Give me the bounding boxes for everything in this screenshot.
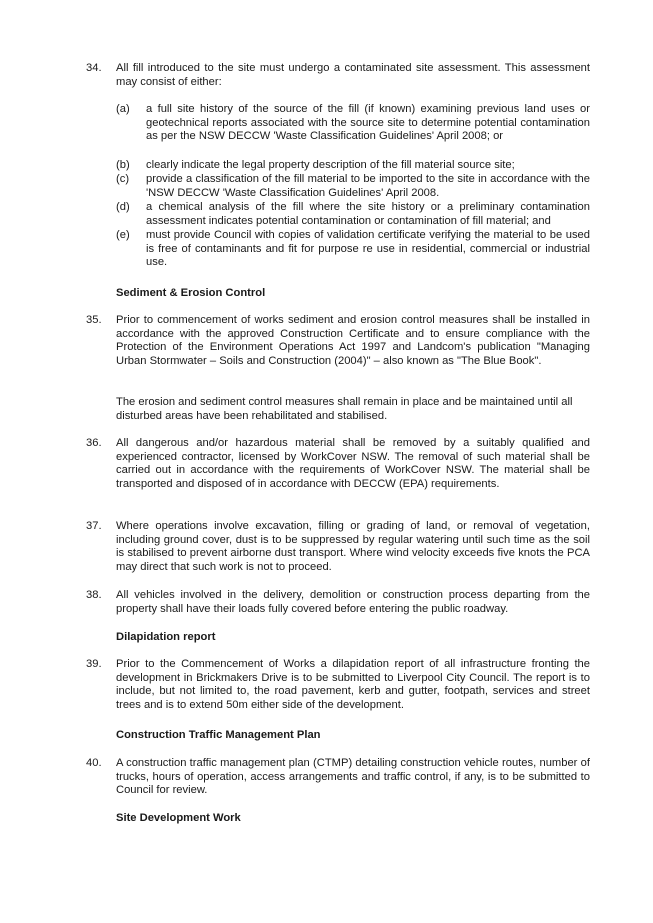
condition-number: 40. [86, 757, 102, 769]
sub-item-label: (e) [116, 229, 130, 241]
sub-item-label: (b) [116, 159, 130, 171]
sub-item-text: provide a classification of the fill material to be imported to the site in accordance with the 'NSW DECCW 'Waste Classification Guidelines' April 2008. [146, 173, 590, 199]
condition-number: 39. [86, 658, 102, 670]
section-heading-site-development: Site Development Work [116, 812, 241, 824]
section-heading-ctmp: Construction Traffic Management Plan [116, 729, 321, 741]
condition-number: 35. [86, 314, 102, 326]
sub-item-text: a chemical analysis of the fill where the site history or a preliminary contamination assessment indicates potential contamination or contamination of fill material; and [146, 201, 590, 227]
condition-text: Prior to the Commencement of Works a dilapidation report of all infrastructure fronting the development in Brickmakers Drive is to be submitted to Liverpool City Council. The report is to include, but not limited to, the road pavement, kerb and gutter, footpath, services and street trees and is to extend 50m either side of the development. [116, 658, 590, 711]
condition-number: 38. [86, 589, 102, 601]
sub-item-text: clearly indicate the legal property description of the fill material source site; [146, 159, 515, 171]
sub-item-label: (c) [116, 173, 130, 185]
condition-text: Prior to commencement of works sediment and erosion control measures shall be installed in accordance with the approved Construction Certificate and to ensure compliance with the Protection of the Environment Operations Act 1997 and Landcom's publication "Managing Urban Stormwater – Soils and Construction (2004)" – also known as "The Blue Book". [116, 314, 590, 367]
condition-text: The erosion and sediment control measures shall remain in place and be maintained until all disturbed areas have been rehabilitated and stabilised. [116, 396, 573, 422]
section-heading-sediment: Sediment & Erosion Control [116, 287, 266, 299]
section-heading-dilapidation: Dilapidation report [116, 631, 216, 643]
sub-item-label: (d) [116, 201, 130, 213]
condition-text: All fill introduced to the site must undergo a contaminated site assessment. This assessment may consist of either: [116, 62, 590, 88]
condition-number: 34. [86, 62, 102, 74]
condition-text: All dangerous and/or hazardous material shall be removed by a suitably qualified and experienced contractor, licensed by WorkCover NSW. The removal of such material shall be carried out in accordance with the requirements of WorkCover NSW. The material shall be transported and disposed of in accordance with DECCW (EPA) requirements. [116, 437, 590, 490]
condition-number: 36. [86, 437, 102, 449]
sub-item-text: must provide Council with copies of validation certificate verifying the material to be used is free of contaminants and fit for purpose re use in residential, commercial or industrial use. [146, 229, 590, 269]
sub-item-text: a full site history of the source of the fill (if known) examining previous land uses or geotechnical reports associated with the source site to determine potential contamination as per the NSW DECCW 'Waste Classification Guidelines' April 2008; or [146, 103, 590, 143]
condition-text: A construction traffic management plan (CTMP) detailing construction vehicle routes, number of trucks, hours of operation, access arrangements and traffic control, if any, is to be submitted to Council for review. [116, 757, 590, 797]
sub-item-label: (a) [116, 103, 130, 115]
condition-text: All vehicles involved in the delivery, demolition or construction process departing from the property shall have their loads fully covered before entering the public roadway. [116, 589, 590, 615]
condition-number: 37. [86, 520, 102, 532]
condition-text: Where operations involve excavation, filling or grading of land, or removal of vegetation, including ground cover, dust is to be suppressed by regular watering until such time as the soil is stabilised to prevent airborne dust transport. Where wind velocity exceeds five knots the PCA may direct that such work is not to proceed. [116, 520, 590, 573]
